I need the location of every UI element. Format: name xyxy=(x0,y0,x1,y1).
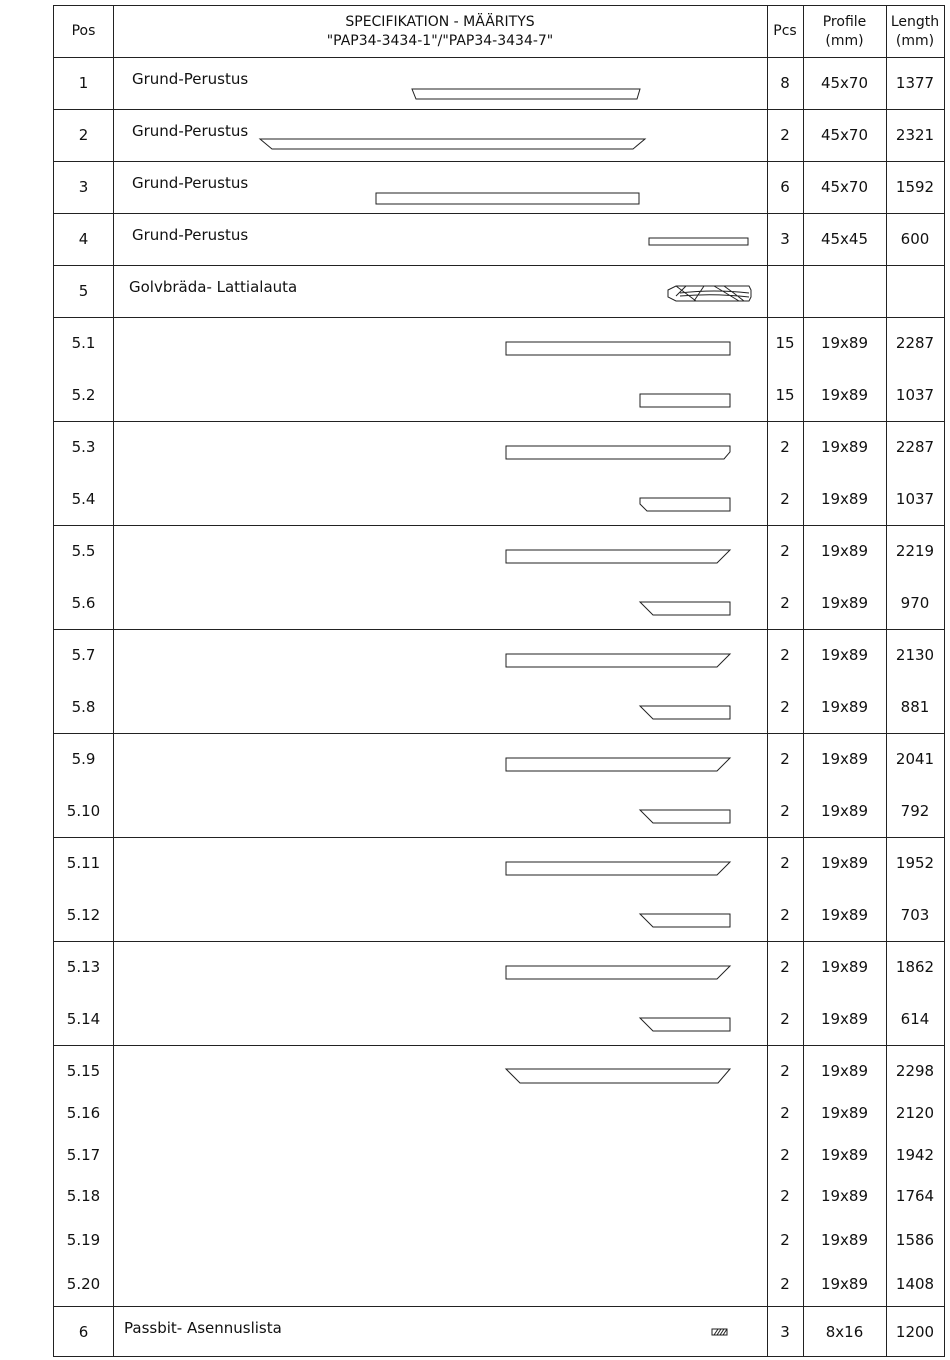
row-pcs: 3 xyxy=(780,1323,790,1341)
row-pcs: 2 xyxy=(780,646,790,664)
row-profile: 19x89 xyxy=(820,594,869,612)
row-pcs: 2 xyxy=(780,1231,790,1249)
row-pos: 2 xyxy=(78,126,89,144)
row-length: 703 xyxy=(900,906,930,924)
row-pcs: 2 xyxy=(780,698,790,716)
header-profile-unit: (mm) xyxy=(825,32,864,49)
row-description: Grund-Perustus xyxy=(132,226,249,244)
header-pcs: Pcs xyxy=(773,23,797,39)
part-5-6-shape xyxy=(640,602,730,615)
row-pos: 5 xyxy=(78,282,89,300)
part-2-shape xyxy=(260,139,645,149)
row-length: 600 xyxy=(900,230,930,248)
row-length: 2120 xyxy=(895,1104,935,1122)
row-length: 1764 xyxy=(895,1187,935,1205)
row-length: 970 xyxy=(900,594,930,612)
row-pcs: 2 xyxy=(780,854,790,872)
row-profile: 19x89 xyxy=(820,1275,869,1293)
row-profile xyxy=(803,279,886,303)
header-length-label: Length xyxy=(890,13,940,30)
row-pcs: 2 xyxy=(780,906,790,924)
row-profile: 45x70 xyxy=(820,126,869,144)
row-pcs: 15 xyxy=(775,386,795,404)
row-pcs: 2 xyxy=(780,490,790,508)
row-profile: 19x89 xyxy=(820,750,869,768)
row-length: 1862 xyxy=(895,958,935,976)
part-5-13-shape xyxy=(506,966,730,979)
row-length: 1037 xyxy=(895,386,935,404)
row-profile: 19x89 xyxy=(820,646,869,664)
row-pos: 5.12 xyxy=(66,906,101,924)
row-pcs xyxy=(767,279,803,303)
header-pos: Pos xyxy=(71,23,96,39)
row-pos: 5.2 xyxy=(71,386,96,404)
row-length xyxy=(886,279,944,303)
row-pos: 5.19 xyxy=(66,1231,101,1249)
row-length: 881 xyxy=(900,698,930,716)
row-pcs: 2 xyxy=(780,1104,790,1122)
row-profile: 19x89 xyxy=(820,854,869,872)
row-pos: 4 xyxy=(78,230,89,248)
part-5-12-shape xyxy=(640,914,730,927)
row-pcs: 2 xyxy=(780,594,790,612)
row-pos: 5.16 xyxy=(66,1104,101,1122)
row-pos: 5.9 xyxy=(71,750,96,768)
part-1-shape xyxy=(412,89,640,99)
row-profile: 19x89 xyxy=(820,1104,869,1122)
row-pos: 5.17 xyxy=(66,1146,101,1164)
row-length: 1037 xyxy=(895,490,935,508)
row-description: Grund-Perustus xyxy=(132,122,249,140)
row-pos: 5.4 xyxy=(71,490,96,508)
row-pcs: 8 xyxy=(780,74,790,92)
row-length: 2287 xyxy=(895,334,935,352)
row-profile: 19x89 xyxy=(820,490,869,508)
row-length: 1942 xyxy=(895,1146,935,1164)
batten-profile-icon xyxy=(712,1329,727,1335)
row-length: 2321 xyxy=(895,126,935,144)
floorboard-profile-icon xyxy=(668,286,751,301)
row-profile: 19x89 xyxy=(820,906,869,924)
row-description: Grund-Perustus xyxy=(132,174,249,192)
row-profile: 19x89 xyxy=(820,802,869,820)
header-profile-label: Profile xyxy=(822,13,867,30)
row-profile: 19x89 xyxy=(820,386,869,404)
row-profile: 45x45 xyxy=(820,230,869,248)
part-5-2-shape xyxy=(640,394,730,407)
row-length: 2041 xyxy=(895,750,935,768)
row-length: 792 xyxy=(900,802,930,820)
row-pos: 5.3 xyxy=(71,438,96,456)
row-profile: 19x89 xyxy=(820,542,869,560)
row-pos: 5.6 xyxy=(71,594,96,612)
part-5-5-shape xyxy=(506,550,730,563)
row-profile: 19x89 xyxy=(820,1010,869,1028)
row-profile: 8x16 xyxy=(825,1323,864,1341)
row-pcs: 2 xyxy=(780,1010,790,1028)
row-pos: 5.7 xyxy=(71,646,96,664)
row-profile: 19x89 xyxy=(820,958,869,976)
row-pcs: 2 xyxy=(780,802,790,820)
row-pos: 5.20 xyxy=(66,1275,101,1293)
header-spec-codes: "PAP34-3434-1"/"PAP34-3434-7" xyxy=(326,32,554,49)
row-pos: 5.14 xyxy=(66,1010,101,1028)
row-pos: 5.13 xyxy=(66,958,101,976)
row-length: 1200 xyxy=(895,1323,935,1341)
part-4-shape xyxy=(649,238,748,245)
row-length: 2130 xyxy=(895,646,935,664)
part-5-14-shape xyxy=(640,1018,730,1031)
row-pcs: 3 xyxy=(780,230,790,248)
header-length-unit: (mm) xyxy=(895,32,935,49)
part-5-15-shape xyxy=(506,1069,730,1083)
part-5-1-shape xyxy=(506,342,730,355)
header-spec-title: SPECIFIKATION - MÄÄRITYS xyxy=(345,13,535,30)
row-profile: 19x89 xyxy=(820,334,869,352)
row-pos: 6 xyxy=(78,1323,89,1341)
part-5-4-shape xyxy=(640,498,730,511)
row-length: 1408 xyxy=(895,1275,935,1293)
row-profile: 19x89 xyxy=(820,1231,869,1249)
part-5-10-shape xyxy=(640,810,730,823)
row-pcs: 2 xyxy=(780,126,790,144)
row-profile: 19x89 xyxy=(820,698,869,716)
row-pcs: 2 xyxy=(780,438,790,456)
part-3-shape xyxy=(376,193,639,204)
row-length: 1952 xyxy=(895,854,935,872)
row-pos: 5.1 xyxy=(71,334,96,352)
row-length: 2298 xyxy=(895,1062,935,1080)
row-pos: 5.8 xyxy=(71,698,96,716)
row-pos: 5.18 xyxy=(66,1187,101,1205)
row-pos: 5.15 xyxy=(66,1062,101,1080)
row-pcs: 6 xyxy=(780,178,790,196)
row-pcs: 2 xyxy=(780,750,790,768)
row-pcs: 2 xyxy=(780,1275,790,1293)
row-length: 1586 xyxy=(895,1231,935,1249)
row-pcs: 2 xyxy=(780,542,790,560)
row-description: Grund-Perustus xyxy=(132,70,249,88)
row-profile: 45x70 xyxy=(820,74,869,92)
part-5-8-shape xyxy=(640,706,730,719)
row-pcs: 2 xyxy=(780,1187,790,1205)
part-5-9-shape xyxy=(506,758,730,771)
row-profile: 19x89 xyxy=(820,1062,869,1080)
part-5-11-shape xyxy=(506,862,730,875)
row-length: 1592 xyxy=(895,178,935,196)
row-profile: 19x89 xyxy=(820,1187,869,1205)
part-5-7-shape xyxy=(506,654,730,667)
row-description: Golvbräda- Lattialauta xyxy=(129,278,298,296)
row-profile: 19x89 xyxy=(820,1146,869,1164)
row-length: 2219 xyxy=(895,542,935,560)
row-pos: 1 xyxy=(78,74,89,92)
row-length: 2287 xyxy=(895,438,935,456)
row-length: 614 xyxy=(900,1010,930,1028)
row-pos: 5.5 xyxy=(71,542,96,560)
row-pos: 5.11 xyxy=(66,854,101,872)
row-pcs: 2 xyxy=(780,1062,790,1080)
row-pcs: 2 xyxy=(780,1146,790,1164)
specification-table xyxy=(53,5,945,1357)
row-pcs: 15 xyxy=(775,334,795,352)
row-description: Passbit- Asennuslista xyxy=(124,1319,282,1337)
row-length: 1377 xyxy=(895,74,935,92)
row-profile: 45x70 xyxy=(820,178,869,196)
row-pcs: 2 xyxy=(780,958,790,976)
part-5-3-shape xyxy=(506,446,730,459)
row-pos: 3 xyxy=(78,178,89,196)
row-profile: 19x89 xyxy=(820,438,869,456)
row-pos: 5.10 xyxy=(66,802,101,820)
